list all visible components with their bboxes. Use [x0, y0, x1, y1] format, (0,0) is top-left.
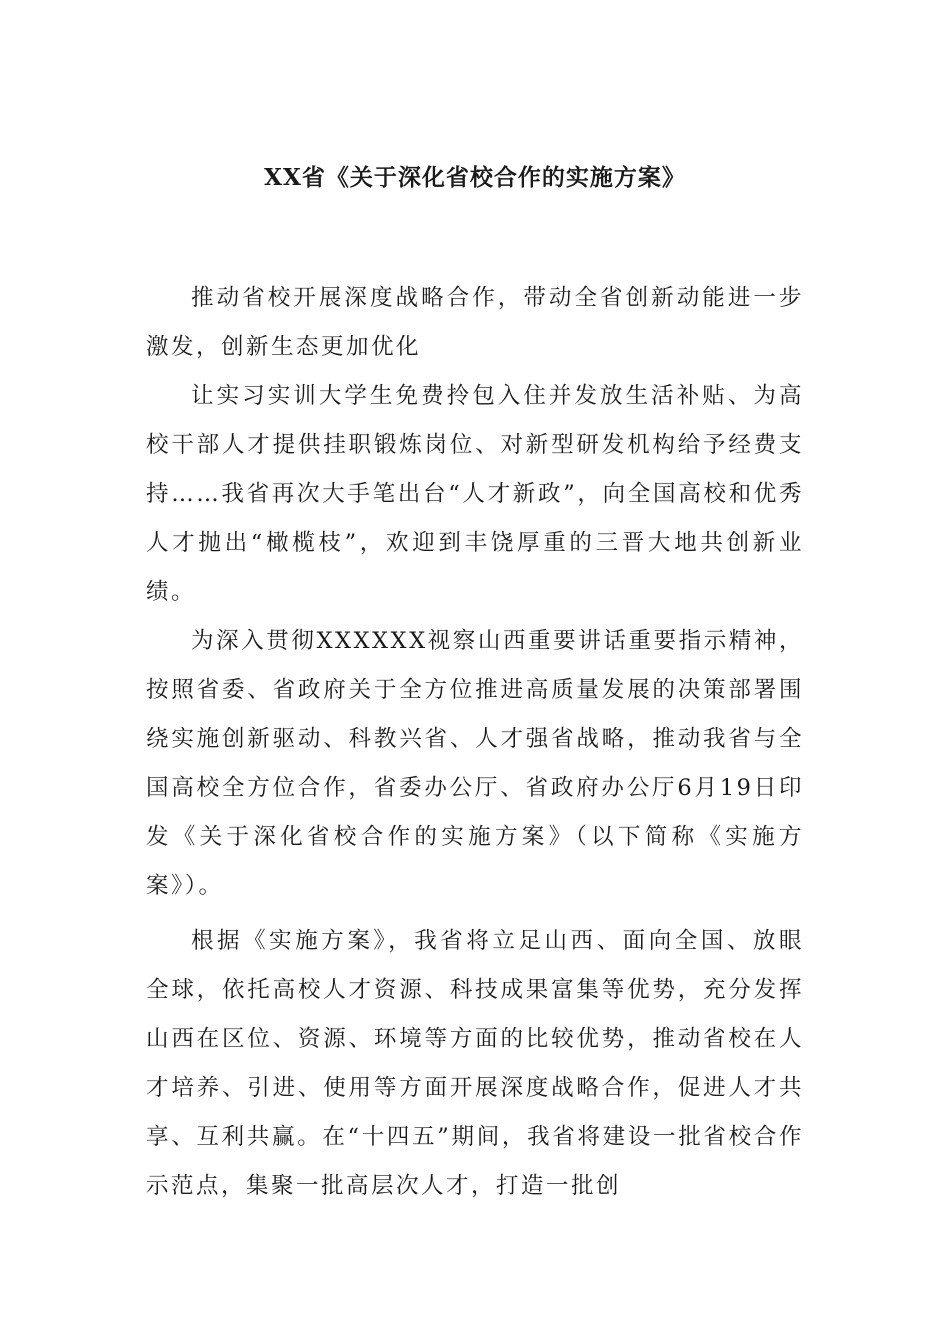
paragraph-background: 为深入贯彻XXXXXX视察山西重要讲话重要指示精神，按照省委、省政府关于全方位推进高质量发展的决策部署围绕实施创新驱动、科教兴省、人才强省战略，推动我省与全国高校全方位合作，省委办公厅、省政府办公厅6月19日印发《关于深化省校合作的实施方案》（以下简称《实施方案》）。: [146, 628, 804, 899]
paragraph-intro: 推动省校开展深度战略合作，带动全省创新动能进一步激发，创新生态更加优化: [146, 285, 804, 360]
paragraph-talent-policy: 让实习实训大学生免费拎包入住并发放生活补贴、为高校干部人才提供挂职锻炼岗位、对新型研发机构给予经费支持……我省再次大手笔出台“人才新政”，向全国高校和优秀人才抛出“橄榄枝”，欢迎到丰饶厚重的三晋大地共创新业绩。: [146, 383, 804, 605]
document-title: XX省《关于深化省校合作的实施方案》: [264, 164, 686, 191]
document-body: [146, 274, 804, 1211]
paragraph-plan-details: 根据《实施方案》，我省将立足山西、面向全国、放眼全球，依托高校人才资源、科技成果富集等优势，充分发挥山西在区位、资源、环境等方面的比较优势，推动省校在人才培养、引进、使用等方面开展深度战略合作，促进人才共享、互利共赢。在“十四五”期间，我省将建设一批省校合作示范点，集聚一批高层次人才，打造一批创: [146, 928, 804, 1199]
